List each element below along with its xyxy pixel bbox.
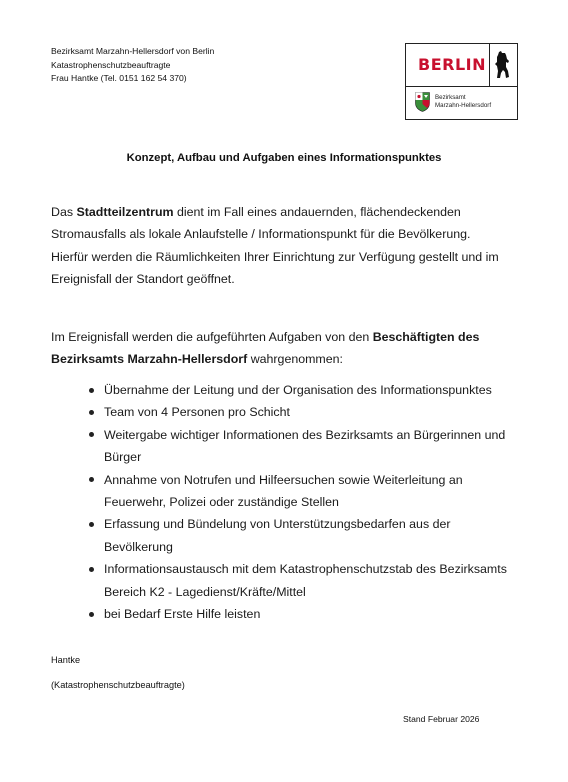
list-item: Übernahme der Leitung und der Organisation des Informationspunktes	[104, 379, 514, 401]
district-crest-icon	[415, 92, 430, 112]
list-item: Weitergabe wichtiger Informationen des Bezirksamts an Bürgerinnen und Bürger	[104, 424, 514, 469]
list-item: Annahme von Notrufen und Hilfeersuchen sowie Weiterleitung an Feuerwehr, Polizei oder zuständige Stellen	[104, 469, 514, 514]
task-list	[104, 379, 514, 625]
list-item: Erfassung und Bündelung von Unterstützungsbedarfen aus der Bevölkerung	[104, 513, 514, 558]
signature-name: Hantke	[51, 655, 81, 665]
logo-district-text	[435, 94, 491, 110]
intro-text-pre: Das	[51, 205, 77, 219]
sender-line-3: Frau Hantke (Tel. 0151 162 54 370)	[51, 73, 187, 83]
list-item: Informationsaustausch mit dem Katastrophenschutzstab des Bezirksamts Bereich K2 - Lagedienst/Kräfte/Mittel	[104, 558, 514, 603]
signature-role: (Katastrophenschutzbeauftragte)	[51, 680, 185, 690]
logo-wordmark: BERLIN	[418, 55, 486, 74]
tasks-intro-post: wahrgenommen:	[247, 352, 343, 367]
tasks-intro-bold: Beschäftigten des Bezirksamts Marzahn-Hellersdorf	[51, 330, 480, 367]
sender-line-1: Bezirksamt Marzahn-Hellersdorf von Berlin	[51, 46, 215, 56]
berlin-logo	[405, 43, 518, 120]
status-date: Stand Februar 2026	[403, 714, 480, 724]
intro-paragraph	[51, 201, 506, 291]
page-title: Konzept, Aufbau und Aufgaben eines Informationspunktes	[126, 152, 442, 164]
tasks-intro-pre: Im Ereignisfall werden die aufgeführten Aufgaben von den	[51, 330, 373, 344]
logo-line-1: Bezirksamt	[435, 94, 466, 101]
intro-text-bold: Stadtteilzentrum	[76, 205, 174, 219]
sender-line-2: Katastrophenschutzbeauftragte	[51, 59, 171, 70]
list-item: Team von 4 Personen pro Schicht	[104, 401, 514, 423]
tasks-intro-paragraph	[51, 326, 506, 371]
sender-block	[51, 45, 214, 86]
berlin-bear-icon	[494, 50, 512, 80]
logo-line-2: Marzahn-Hellersdorf	[435, 102, 492, 109]
intro-text-post: dient im Fall eines andauernden, flächendeckenden Stromausfalls als lokale Anlaufstelle / Informationspunkt für die Bevölkerung. Hierfür werden die Räumlichkeiten Ihrer Einrichtung zur Verfügung gestellt und im Ereignisfall der Standort geöffnet.	[51, 205, 499, 287]
list-item: bei Bedarf Erste Hilfe leisten	[104, 603, 514, 625]
